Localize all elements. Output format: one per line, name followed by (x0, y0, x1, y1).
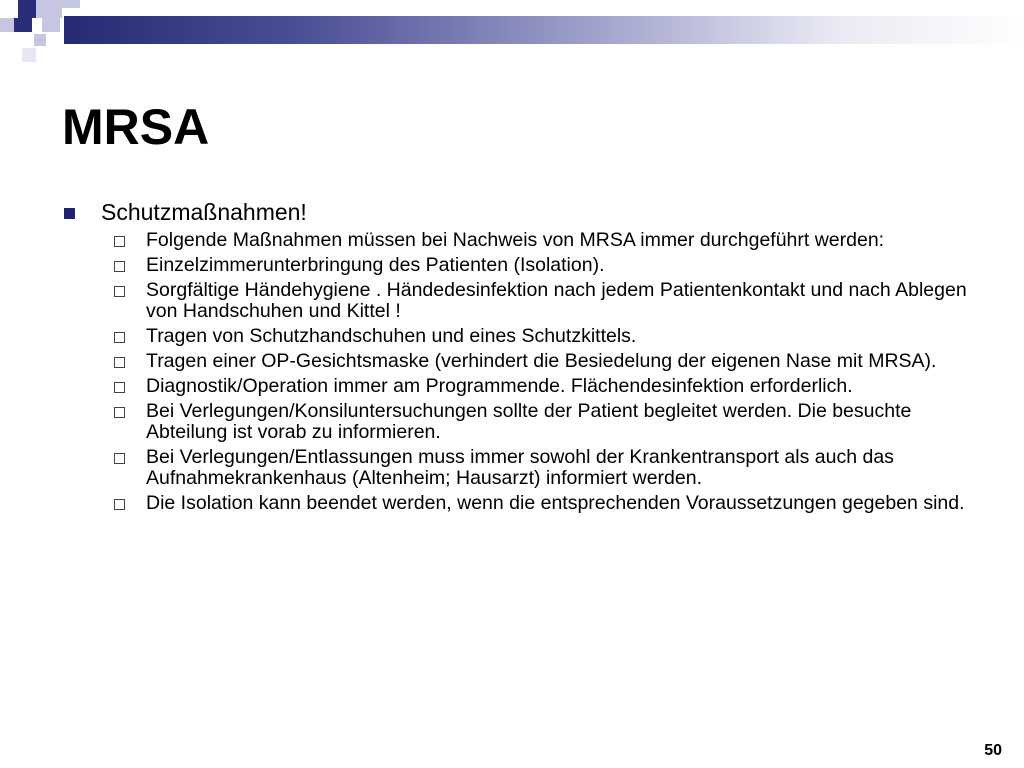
hollow-square-bullet-icon (114, 236, 125, 247)
hollow-square-bullet-icon (114, 286, 125, 297)
header-decoration-square (36, 0, 62, 18)
hollow-square-bullet-icon (114, 357, 125, 368)
sub-bullet-list (112, 230, 972, 518)
header-decoration-square (34, 34, 46, 46)
sub-bullet-text: Tragen einer OP-Gesichtsmaske (verhindert die Besiedelung der eigenen Nase mit MRSA). (146, 350, 937, 372)
hollow-square-bullet-icon (114, 499, 125, 510)
sub-bullet-item (112, 493, 972, 514)
sub-bullet-text: Sorgfältige Händehygiene . Händedesinfektion nach jedem Patientenkontakt und nach Ablegen von Handschuhen und Kittel ! (146, 279, 967, 322)
sub-bullet-text: Bei Verlegungen/Entlassungen muss immer sowohl der Krankentransport als auch das Aufnahmekrankenhaus (Altenheim; Hausarzt) informiert werden. (146, 446, 894, 489)
hollow-square-bullet-icon (114, 332, 125, 343)
hollow-square-bullet-icon (114, 453, 125, 464)
sub-bullet-item (112, 376, 972, 397)
hollow-square-bullet-icon (114, 407, 125, 418)
main-bullet-text: Schutzmaßnahmen! (101, 199, 307, 225)
hollow-square-bullet-icon (114, 382, 125, 393)
sub-bullet-text: Folgende Maßnahmen müssen bei Nachweis von MRSA immer durchgeführt werden: (146, 229, 885, 251)
header-decoration-square (22, 48, 36, 62)
square-bullet-icon (64, 208, 75, 219)
header-decoration-square (18, 0, 36, 18)
header-decoration-square (62, 0, 80, 8)
hollow-square-bullet-icon (114, 261, 125, 272)
sub-bullet-item (112, 255, 972, 276)
sub-bullet-item (112, 351, 972, 372)
sub-bullet-item (112, 401, 972, 443)
sub-bullet-item (112, 230, 972, 251)
sub-bullet-text: Bei Verlegungen/Konsiluntersuchungen sollte der Patient begleitet werden. Die besuchte Abteilung ist vorab zu informieren. (146, 400, 912, 443)
sub-bullet-text: Einzelzimmerunterbringung des Patienten (Isolation). (146, 254, 605, 276)
sub-bullet-text: Diagnostik/Operation immer am Programmende. Flächendesinfektion erforderlich. (146, 375, 853, 397)
page-number: 50 (984, 742, 1002, 759)
slide-title: MRSA (62, 99, 210, 155)
header-decoration-square (14, 18, 32, 32)
sub-bullet-item (112, 447, 972, 489)
sub-bullet-text: Die Isolation kann beendet werden, wenn die entsprechenden Voraussetzungen gegeben sind. (146, 492, 965, 514)
sub-bullet-item (112, 280, 972, 322)
sub-bullet-item (112, 326, 972, 347)
header-gradient-bar (64, 16, 1024, 44)
header-decoration-square (0, 18, 14, 32)
header-decoration-square (42, 18, 60, 32)
sub-bullet-text: Tragen von Schutzhandschuhen und eines Schutzkittels. (146, 325, 637, 347)
